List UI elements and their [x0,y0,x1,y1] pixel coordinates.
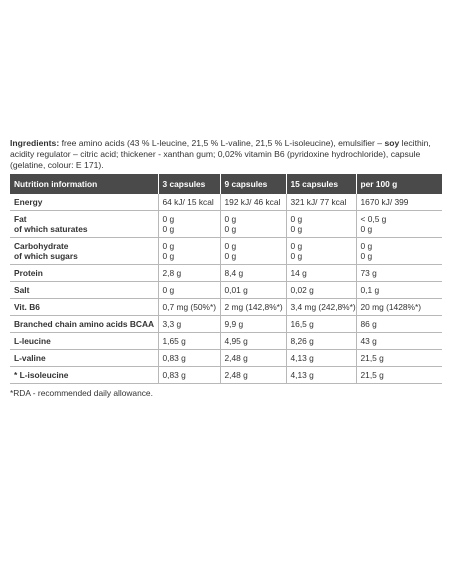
nutrient-value: 73 g [360,268,377,278]
header-column-1: 3 capsules [158,174,220,194]
nutrient-value: 0,02 g [290,285,314,295]
nutrient-name: L-valine [14,353,46,363]
value-cell [158,333,220,350]
nutrient-value: 0 g [162,251,175,261]
nutrition-table [10,174,442,384]
nutrient-value: 1,65 g [162,336,186,346]
nutrient-value: 0 g [162,241,175,251]
nutrient-name-cell [10,367,158,384]
nutrient-value: < 0,5 g [360,214,387,224]
nutrient-value: 0,7 mg (50%*) [162,302,217,312]
value-cell [356,211,442,238]
ingredients-text-part-2: lecithin, acidity regulator – citric acid; thickener - xanthan gum; 0,02% vitamin B6 (pyridoxine hydrochloride), capsule (gelatine, colour: E 171). [10,138,431,170]
value-cell [158,211,220,238]
ingredients-text [10,138,442,171]
nutrient-name: * L-isoleucine [14,370,69,380]
table-row [10,316,442,333]
nutrient-value: 192 kJ/ 46 kcal [224,197,281,207]
nutrient-value: 0 g [224,224,237,234]
table-row [10,265,442,282]
header-column-3: 15 capsules [286,174,356,194]
value-cell [220,367,286,384]
nutrient-name-cell [10,333,158,350]
nutrient-value: 0 g [224,214,237,224]
value-cell [158,238,220,265]
table-row [10,367,442,384]
nutrient-value: 0 g [290,241,303,251]
value-cell [356,265,442,282]
nutrient-name: Protein [14,268,43,278]
nutrient-value: 0 g [360,251,373,261]
value-cell [356,282,442,299]
value-cell [220,194,286,211]
nutrient-value: 21,5 g [360,370,384,380]
header-column-4: per 100 g [356,174,442,194]
value-cell [286,282,356,299]
nutrient-value: 1670 kJ/ 399 [360,197,409,207]
value-cell [356,333,442,350]
nutrient-name-cell [10,194,158,211]
nutrient-name-cell [10,350,158,367]
nutrient-name-cell [10,316,158,333]
nutrient-value: 21,5 g [360,353,384,363]
nutrient-value: 0 g [224,251,237,261]
nutrient-value: 321 kJ/ 77 kcal [290,197,347,207]
table-row [10,238,442,265]
nutrient-name-cell [10,265,158,282]
nutrient-value: 2 mg (142,8%*) [224,302,283,312]
nutrient-value: 8,4 g [224,268,244,278]
nutrient-value: 64 kJ/ 15 kcal [162,197,214,207]
nutrient-value: 16,5 g [290,319,314,329]
nutrient-value: 14 g [290,268,307,278]
value-cell [158,282,220,299]
nutrient-value: 86 g [360,319,377,329]
value-cell [220,211,286,238]
table-row [10,282,442,299]
nutrient-value: 0,1 g [360,285,380,295]
nutrient-value: 4,13 g [290,370,314,380]
nutrient-value: 8,26 g [290,336,314,346]
nutrient-name: of which sugars [14,251,78,261]
value-cell [286,333,356,350]
value-cell [356,350,442,367]
value-cell [356,367,442,384]
value-cell [158,265,220,282]
nutrient-value: 0 g [162,285,175,295]
table-row [10,333,442,350]
ingredients-text-part-1: free amino acids (43 % L-leucine, 21,5 % L-valine, 21,5 % L-isoleucine), emulsifier – [59,138,385,148]
table-row [10,194,442,211]
nutrient-value: 0 g [360,241,373,251]
nutrient-value: 4,95 g [224,336,248,346]
value-cell [220,299,286,316]
header-column-2: 9 capsules [220,174,286,194]
nutrient-value: 0 g [290,224,303,234]
value-cell [220,238,286,265]
value-cell [356,316,442,333]
value-cell [158,316,220,333]
nutrient-name: Fat [14,214,27,224]
value-cell [220,350,286,367]
value-cell [158,299,220,316]
ingredients-allergen-soy: soy [384,138,400,148]
nutrient-name: L-leucine [14,336,51,346]
nutrient-name: Vit. B6 [14,302,40,312]
nutrient-value: 0,83 g [162,370,186,380]
nutrient-value: 4,13 g [290,353,314,363]
value-cell [220,333,286,350]
value-cell [286,265,356,282]
value-cell [286,194,356,211]
nutrient-value: 0 g [224,241,237,251]
value-cell [286,211,356,238]
value-cell [286,299,356,316]
value-cell [158,367,220,384]
nutrient-value: 0 g [162,214,175,224]
nutrient-name: Carbohydrate [14,241,69,251]
ingredients-label: Ingredients: [10,138,60,148]
nutrient-name-cell [10,282,158,299]
nutrient-value: 0,01 g [224,285,248,295]
value-cell [356,194,442,211]
value-cell [158,350,220,367]
nutrient-value: 0 g [290,251,303,261]
table-row [10,211,442,238]
nutrient-name: of which saturates [14,224,88,234]
nutrient-name: Salt [14,285,30,295]
nutrient-name: Energy [14,197,43,207]
nutrient-value: 2,48 g [224,353,248,363]
table-row [10,350,442,367]
nutrition-table-body [10,194,442,384]
label-container [10,138,442,398]
table-row [10,299,442,316]
value-cell [286,316,356,333]
nutrition-table-header [10,174,442,194]
value-cell [286,367,356,384]
nutrient-value: 3,4 mg (242,8%*) [290,302,356,312]
value-cell [220,265,286,282]
header-row [10,174,442,194]
nutrient-value: 43 g [360,336,377,346]
value-cell [286,350,356,367]
nutrient-value: 9,9 g [224,319,244,329]
nutrient-value: 20 mg (1428%*) [360,302,422,312]
value-cell [158,194,220,211]
nutrient-name-cell [10,238,158,265]
nutrient-value: 2,48 g [224,370,248,380]
value-cell [220,282,286,299]
value-cell [286,238,356,265]
value-cell [356,238,442,265]
value-cell [356,299,442,316]
nutrient-value: 0 g [290,214,303,224]
nutrient-value: 3,3 g [162,319,182,329]
header-nutrition-information: Nutrition information [10,174,158,194]
nutrient-name-cell [10,299,158,316]
nutrient-value: 0 g [360,224,373,234]
nutrient-name: Branched chain amino acids BCAA [14,319,155,329]
footnote: *RDA - recommended daily allowance. [10,388,153,398]
nutrient-value: 2,8 g [162,268,182,278]
nutrient-name-cell [10,211,158,238]
nutrient-value: 0,83 g [162,353,186,363]
nutrient-value: 0 g [162,224,175,234]
value-cell [220,316,286,333]
